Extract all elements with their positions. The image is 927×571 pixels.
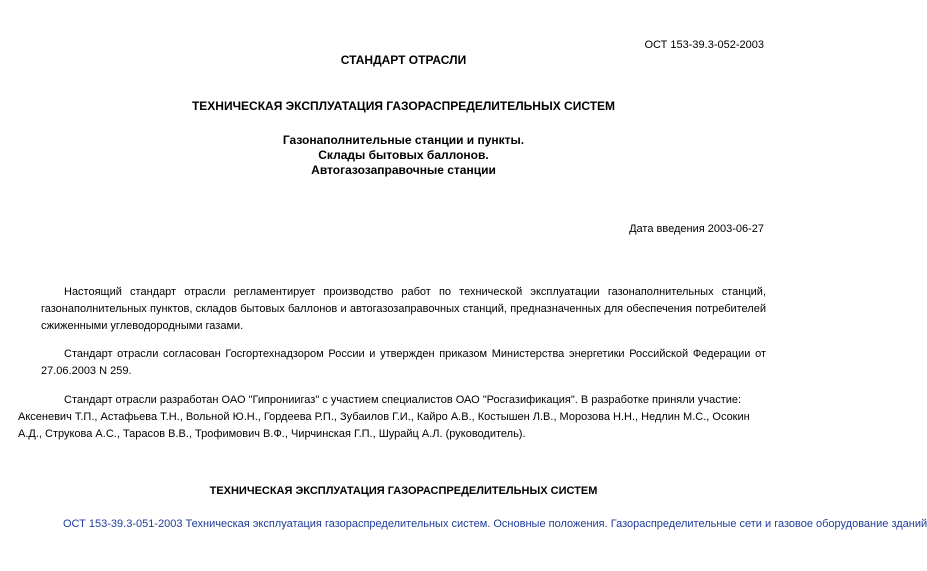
paragraph-authors xyxy=(18,392,766,443)
main-title: ТЕХНИЧЕСКАЯ ЭКСПЛУАТАЦИЯ ГАЗОРАСПРЕДЕЛИТЕЛЬНЫХ СИСТЕМ xyxy=(191,99,616,113)
authors-list-line: Аксеневич Т.П., Астафьева Т.Н., Вольной Ю.Н., Гордеева Р.П., Зубаилов Г.И., Кайро А.В., Костышен Л.В., Морозова Н.Н., Недлин М.С., Осокин xyxy=(18,411,750,423)
subtitle-line: Газонаполнительные станции и пункты. xyxy=(282,133,525,147)
reference-document-link[interactable]: ОСТ 153-39.3-051-2003 Техническая эксплуатация газораспределительных систем. Основные положения. Газораспределительные сети и газовое оборудование зданий xyxy=(63,518,927,530)
authors-list-line: А.Д., Струкова А.С., Тарасов В.В., Трофимович В.Ф., Чирчинская Г.П., Шурайц А.Л. (руководитель). xyxy=(18,428,526,440)
section-heading: ТЕХНИЧЕСКАЯ ЭКСПЛУАТАЦИЯ ГАЗОРАСПРЕДЕЛИТЕЛЬНЫХ СИСТЕМ xyxy=(209,485,598,497)
subtitle-line: Автогазозаправочные станции xyxy=(311,163,496,177)
paragraph-scope: Настоящий стандарт отрасли регламентирует производство работ по технической эксплуатации газонаполнительных станций, газонаполнительных пунктов, складов бытовых баллонов и автогазозаправочных станций, предназначенных для обеспечения потребителей сжиженными углеводородными газами. xyxy=(41,286,766,332)
subtitle-line: Склады бытовых баллонов. xyxy=(318,148,489,162)
introduction-date: Дата введения 2003-06-27 xyxy=(629,223,764,235)
standard-header: СТАНДАРТ ОТРАСЛИ xyxy=(340,53,467,67)
paragraph-approval: Стандарт отрасли согласован Госгортехнадзором России и утвержден приказом Министерства энергетики Российской Федерации от 27.06.2003 N 259. xyxy=(41,348,766,377)
authors-intro: Стандарт отрасли разработан ОАО "Гипрониигаз" с участием специалистов ОАО "Росгазификация". В разработке приняли участие: xyxy=(64,394,742,406)
subtitle xyxy=(0,133,807,178)
document-code: ОСТ 153-39.3-052-2003 xyxy=(644,39,764,51)
